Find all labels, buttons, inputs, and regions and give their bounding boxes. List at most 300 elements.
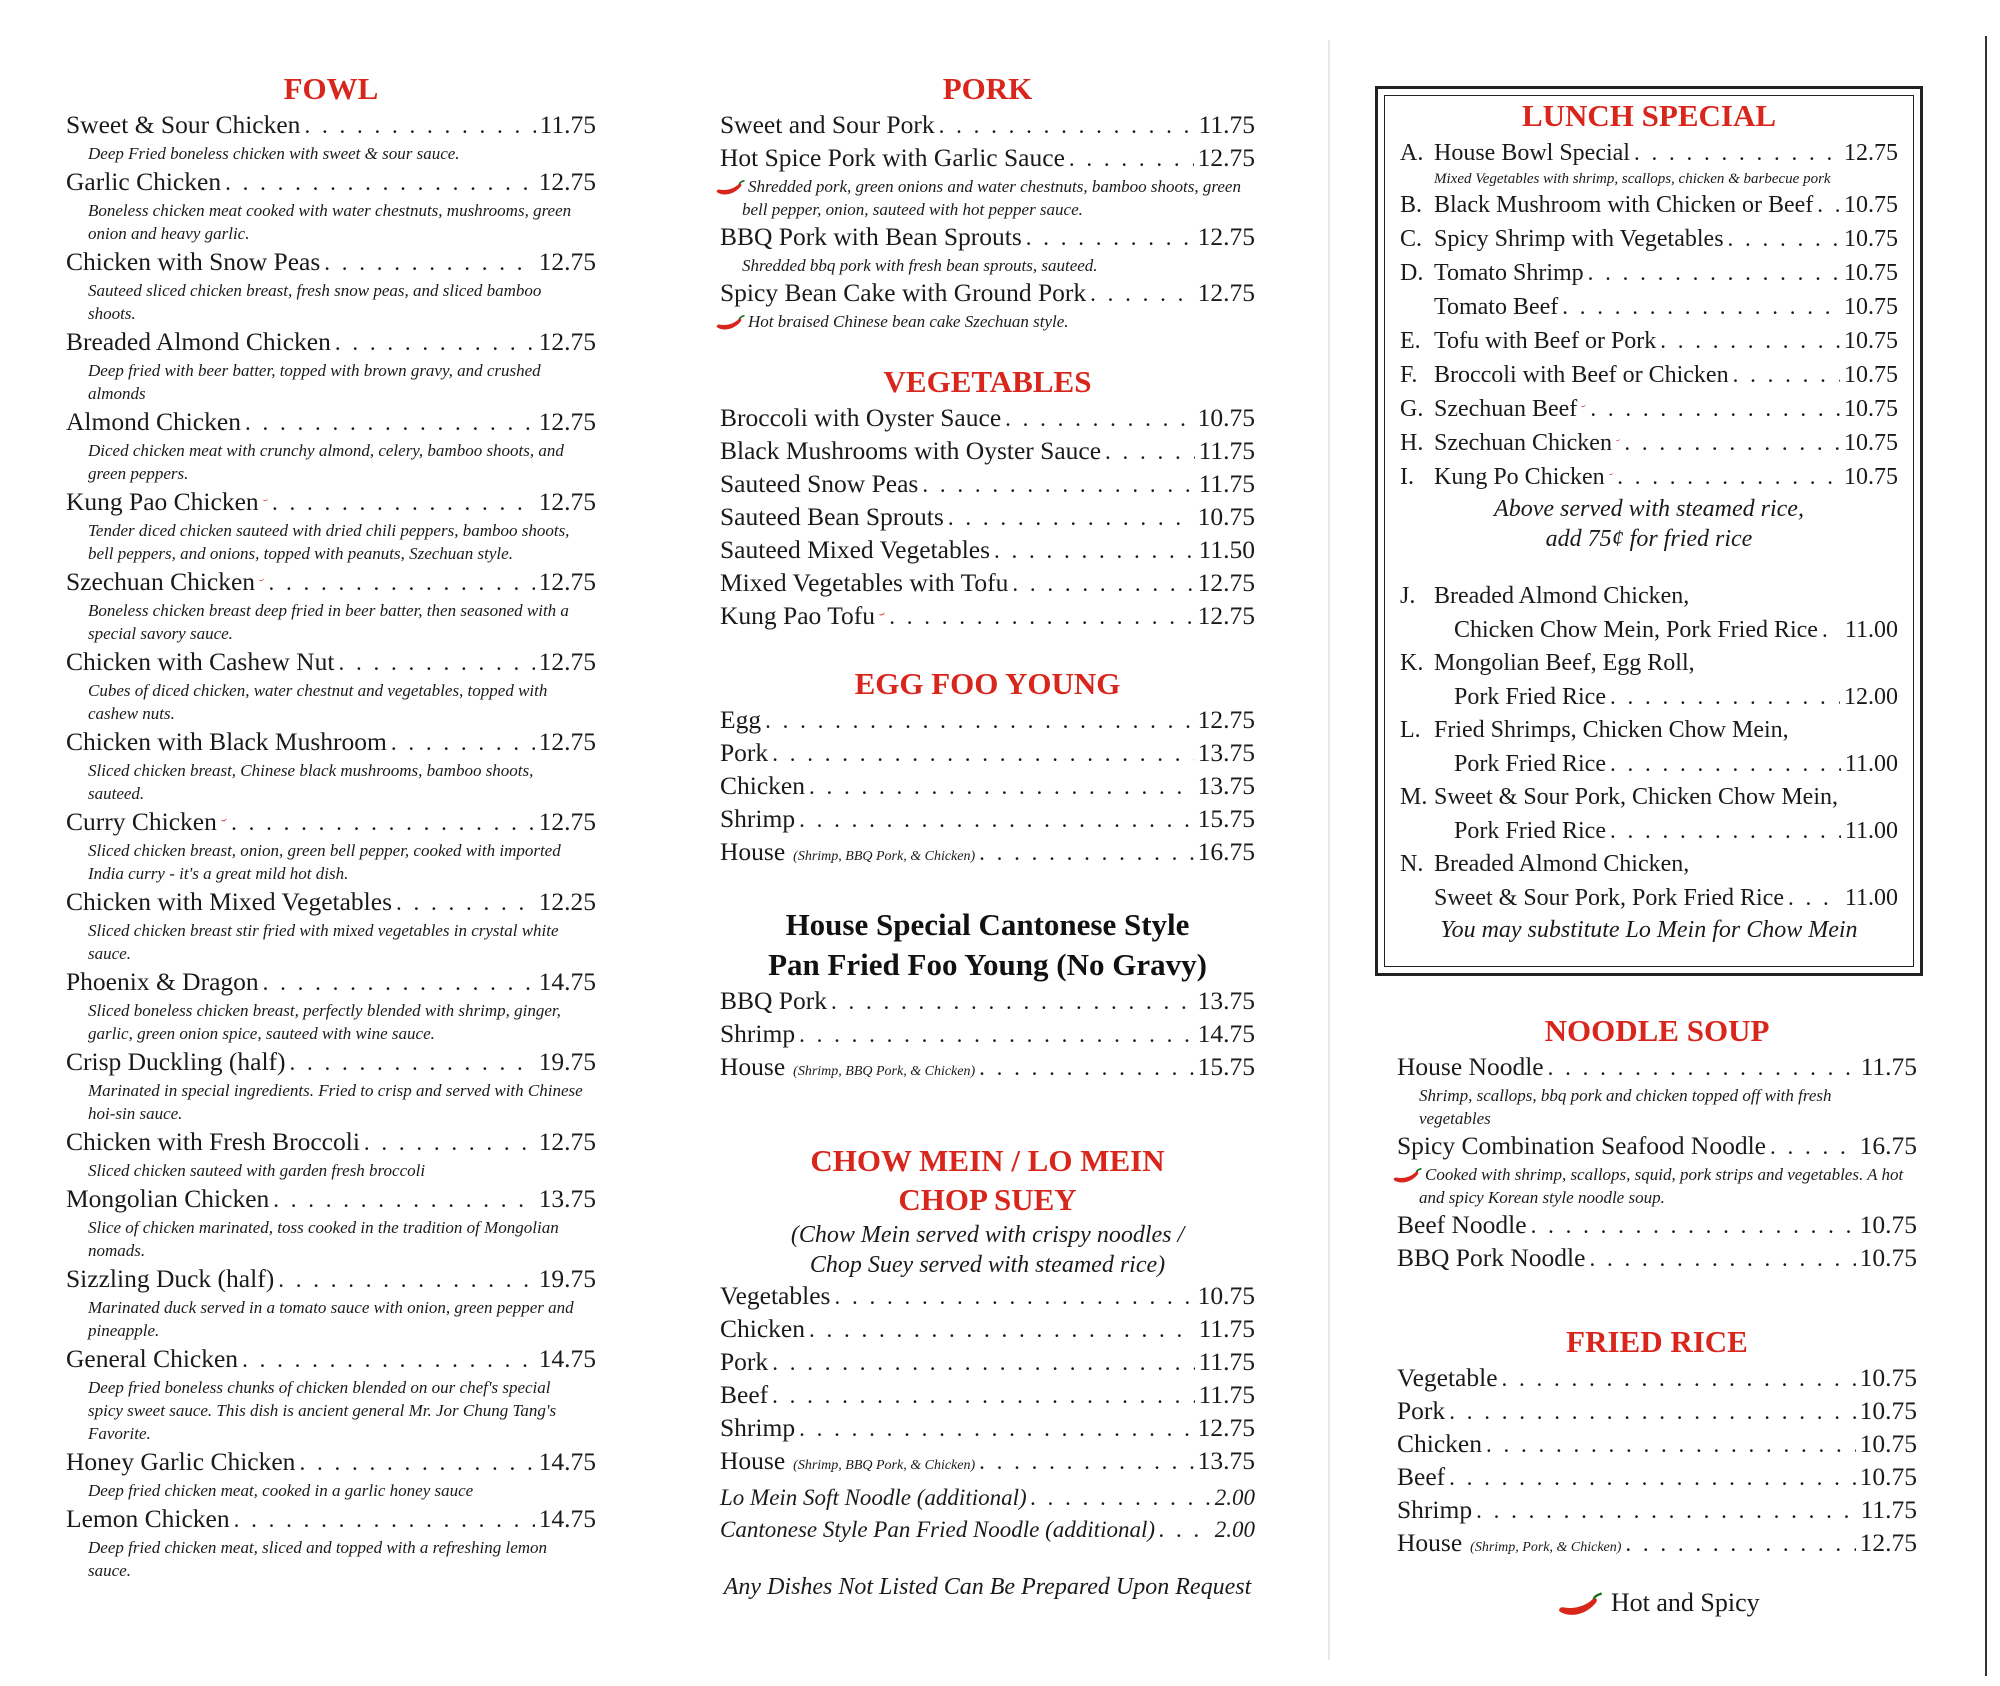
menu-item-name: BBQ Pork xyxy=(720,986,827,1015)
chili-pepper-icon xyxy=(1581,393,1586,413)
dot-leader xyxy=(765,705,1194,737)
lunch-combo xyxy=(1400,647,1898,714)
dot-leader xyxy=(1588,256,1840,289)
menu-item-name: Hot Spice Pork with Garlic Sauce xyxy=(720,143,1065,172)
menu-item-price: 12.75 xyxy=(538,647,596,676)
dot-leader xyxy=(834,1281,1193,1313)
dot-leader xyxy=(1486,1429,1856,1461)
menu-item-name: Sauteed Snow Peas xyxy=(720,469,919,498)
menu-item xyxy=(66,486,596,565)
lunch-item-price: 10.75 xyxy=(1844,294,1898,320)
menu-item-row xyxy=(1397,1527,1917,1564)
menu-item-description-text: Deep fried chicken meat, sliced and topped with a refreshing lemon sauce. xyxy=(88,1538,548,1580)
dot-leader xyxy=(1069,143,1194,175)
lunch-item-price: 10.75 xyxy=(1844,464,1898,490)
cantonese-list xyxy=(720,985,1255,1088)
dot-leader xyxy=(324,247,534,279)
menu-item-row xyxy=(720,1482,1255,1514)
menu-item-name: Garlic Chicken xyxy=(66,167,222,196)
lunch-item xyxy=(1400,426,1898,460)
lunch-combo xyxy=(1400,580,1898,647)
dot-leader xyxy=(1733,358,1840,391)
menu-item-description-text: Shredded pork, green onions and water chestnuts, bamboo shoots, green bell pepper, onion, sauteed with hot pepper sauce. xyxy=(742,177,1241,219)
menu-item xyxy=(720,1018,1255,1051)
menu-item-price: 10.75 xyxy=(1859,1396,1917,1425)
menu-item-description xyxy=(66,759,596,805)
menu-item-price: 12.75 xyxy=(538,327,596,356)
lunch-note-line1: Above served with steamed rice, xyxy=(1494,496,1804,522)
menu-item-name: House Noodle xyxy=(1397,1052,1544,1081)
lunch-combo-line1 xyxy=(1400,781,1898,814)
menu-item-price: 19.75 xyxy=(538,1047,596,1076)
lunch-combo-line1 xyxy=(1400,714,1898,747)
lunch-combo-letter: J. xyxy=(1400,583,1416,609)
menu-item xyxy=(720,109,1255,142)
dot-leader xyxy=(979,1446,1193,1478)
menu-item xyxy=(720,1346,1255,1379)
menu-item-price: 12.75 xyxy=(538,807,596,836)
chili-pepper-icon xyxy=(221,806,227,826)
dot-leader xyxy=(1728,222,1840,255)
dot-leader xyxy=(273,1184,534,1216)
chili-pepper-icon xyxy=(716,179,746,197)
menu-item-description-text: Deep Fried boneless chicken with sweet & sour sauce. xyxy=(88,144,460,163)
menu-item-price: 12.75 xyxy=(538,407,596,436)
chili-pepper-icon xyxy=(259,566,264,586)
dot-leader xyxy=(922,469,1194,501)
menu-item xyxy=(66,326,596,405)
menu-item-row xyxy=(66,806,596,839)
menu-item-description-text: Sauteed sliced chicken breast, fresh snow peas, and sliced bamboo shoots. xyxy=(88,281,542,323)
lunch-combo-price: 12.00 xyxy=(1844,684,1898,710)
lunch-item-name: Tomato Beef xyxy=(1434,294,1559,320)
menu-item-name: Black Mushrooms with Oyster Sauce xyxy=(720,436,1102,465)
menu-item-row xyxy=(720,704,1255,737)
menu-item-name: Cantonese Style Pan Fried Noodle (additional) xyxy=(720,1517,1156,1542)
chow-mein-list xyxy=(720,1280,1255,1482)
lunch-item-price: 12.75 xyxy=(1844,140,1898,166)
menu-item-note: (Shrimp, BBQ Pork, & Chicken) xyxy=(793,1064,976,1079)
menu-item-description-text: Marinated in special ingredients. Fried to crisp and served with Chinese hoi-sin sauce. xyxy=(88,1081,583,1123)
menu-item xyxy=(720,704,1255,737)
menu-item xyxy=(66,646,596,725)
menu-item-price: 12.75 xyxy=(538,247,596,276)
menu-item-name: Pork xyxy=(720,1347,769,1376)
menu-item xyxy=(720,468,1255,501)
dot-leader xyxy=(1634,136,1840,169)
dot-leader xyxy=(1610,747,1841,780)
lunch-item-row xyxy=(1400,358,1898,392)
menu-item xyxy=(720,435,1255,468)
lunch-item-price: 10.75 xyxy=(1844,226,1898,252)
menu-item-description xyxy=(66,359,596,405)
menu-item-description xyxy=(1397,1084,1917,1130)
menu-item-name: Shrimp xyxy=(1397,1495,1473,1524)
menu-item-price: 12.75 xyxy=(538,727,596,756)
menu-item-description xyxy=(66,1079,596,1125)
menu-item-price: 12.75 xyxy=(1197,601,1255,630)
menu-item-name: General Chicken xyxy=(66,1344,239,1373)
menu-item-price: 11.75 xyxy=(539,110,596,139)
menu-item-description xyxy=(720,175,1255,221)
menu-item xyxy=(66,109,596,165)
lunch-special-list xyxy=(1400,136,1898,494)
dot-leader xyxy=(809,1314,1195,1346)
dot-leader xyxy=(304,110,535,142)
lunch-combo-list xyxy=(1400,580,1898,915)
lunch-combo-line2 xyxy=(1400,814,1898,848)
menu-item-name: Shrimp xyxy=(720,1019,796,1048)
fowl-column xyxy=(66,70,596,1582)
menu-item-name: Sweet and Sour Pork xyxy=(720,110,935,139)
menu-item-row xyxy=(66,726,596,759)
dot-leader xyxy=(809,771,1194,803)
lunch-item-row xyxy=(1400,460,1898,494)
lunch-item-row xyxy=(1400,426,1898,460)
menu-item-row xyxy=(1397,1130,1917,1163)
menu-item-row xyxy=(66,326,596,359)
cantonese-title-line1: House Special Cantonese Style xyxy=(785,907,1190,942)
menu-item-description xyxy=(66,919,596,965)
menu-item xyxy=(720,402,1255,435)
menu-item-row xyxy=(1397,1494,1917,1527)
menu-item-row xyxy=(720,109,1255,142)
menu-item-name: Curry Chicken xyxy=(66,807,217,836)
menu-item-price: 2.00 xyxy=(1214,1517,1255,1542)
lunch-combo-price: 11.00 xyxy=(1844,885,1898,911)
menu-item-row xyxy=(720,1412,1255,1445)
lunch-combo-line2-text: Pork Fried Rice xyxy=(1454,684,1606,710)
menu-item-description xyxy=(66,1376,596,1445)
menu-item-description xyxy=(66,999,596,1045)
menu-item-name: Honey Garlic Chicken xyxy=(66,1447,296,1476)
menu-item-name: BBQ Pork Noodle xyxy=(1397,1243,1586,1272)
lunch-combo-letter: L. xyxy=(1400,717,1421,743)
dot-leader xyxy=(1610,680,1840,713)
lunch-item xyxy=(1400,290,1898,324)
dot-leader xyxy=(772,1380,1194,1412)
menu-item-price: 10.75 xyxy=(1197,1281,1255,1310)
dot-leader xyxy=(1625,1528,1855,1560)
menu-item-price: 10.75 xyxy=(1859,1429,1917,1458)
lunch-item-row xyxy=(1400,188,1898,222)
dot-leader xyxy=(772,1347,1194,1379)
menu-item-row xyxy=(66,966,596,999)
menu-item-row xyxy=(66,109,596,142)
dot-leader xyxy=(272,487,535,519)
lunch-combo-price: 11.00 xyxy=(1844,617,1898,643)
menu-item xyxy=(720,1051,1255,1088)
menu-item-description xyxy=(66,142,596,165)
dot-leader xyxy=(1005,403,1193,435)
dot-leader xyxy=(979,837,1193,869)
menu-item-description-text: Shrimp, scallops, bbq pork and chicken topped off with fresh vegetables xyxy=(1419,1086,1832,1128)
noodle-soup-list xyxy=(1397,1051,1917,1275)
menu-item-price: 16.75 xyxy=(1197,837,1255,866)
menu-item xyxy=(1397,1242,1917,1275)
menu-item xyxy=(66,1046,596,1125)
menu-item-row xyxy=(66,566,596,599)
menu-item-row xyxy=(720,1280,1255,1313)
lunch-item-price: 10.75 xyxy=(1844,192,1898,218)
menu-item-price: 12.75 xyxy=(538,1127,596,1156)
dot-leader xyxy=(1449,1396,1855,1428)
request-footer: Any Dishes Not Listed Can Be Prepared Upon Request xyxy=(723,1574,1252,1600)
lunch-item-letter: H. xyxy=(1400,430,1424,456)
section-title-egg-foo-young: EGG FOO YOUNG xyxy=(854,666,1121,701)
menu-item-description xyxy=(66,439,596,485)
lunch-item xyxy=(1400,188,1898,222)
menu-item-name: House xyxy=(720,837,786,866)
menu-item-name: Mixed Vegetables with Tofu xyxy=(720,568,1009,597)
menu-item-name: Spicy Bean Cake with Ground Pork xyxy=(720,278,1087,307)
lunch-combo-line2 xyxy=(1400,613,1898,647)
lunch-item xyxy=(1400,222,1898,256)
menu-item-name: Crisp Duckling (half) xyxy=(66,1047,286,1076)
menu-item xyxy=(720,1379,1255,1412)
menu-item-row xyxy=(66,486,596,519)
dot-leader xyxy=(299,1447,534,1479)
menu-item-price: 15.75 xyxy=(1197,1052,1255,1081)
menu-item-row xyxy=(66,1126,596,1159)
lunch-combo-line2 xyxy=(1400,881,1898,915)
menu-item-name: Sauteed Mixed Vegetables xyxy=(720,535,991,564)
menu-item-row xyxy=(720,737,1255,770)
dot-leader xyxy=(1822,613,1841,646)
menu-item-name: Chicken with Fresh Broccoli xyxy=(66,1127,360,1156)
lunch-item xyxy=(1400,136,1898,188)
menu-item-name: Broccoli with Oyster Sauce xyxy=(720,403,1002,432)
menu-item-description xyxy=(66,1536,596,1582)
menu-item-row xyxy=(720,142,1255,175)
menu-item-price: 11.75 xyxy=(1860,1495,1917,1524)
menu-item xyxy=(66,246,596,325)
lunch-item-name: Spicy Shrimp with Vegetables xyxy=(1434,226,1724,252)
section-title-pork: PORK xyxy=(942,71,1033,106)
menu-item-price: 14.75 xyxy=(1197,1019,1255,1048)
menu-item-price: 12.75 xyxy=(1197,143,1255,172)
lunch-item-price: 10.75 xyxy=(1844,362,1898,388)
menu-item-name: Chicken xyxy=(720,771,805,800)
menu-item-price: 13.75 xyxy=(538,1184,596,1213)
dot-leader xyxy=(1548,1052,1857,1084)
menu-item-row xyxy=(720,1514,1255,1546)
menu-item-description xyxy=(66,1296,596,1342)
lunch-combo-line2 xyxy=(1400,747,1898,781)
lunch-item-row xyxy=(1400,222,1898,256)
menu-item-name: Lo Mein Soft Noodle (additional) xyxy=(720,1485,1027,1510)
lunch-item-row xyxy=(1400,256,1898,290)
lunch-item-row xyxy=(1400,392,1898,426)
menu-item-name: Chicken with Mixed Vegetables xyxy=(66,887,393,916)
spicy-legend-label: Hot and Spicy xyxy=(1610,1588,1760,1617)
dot-leader xyxy=(1610,814,1841,847)
lunch-item-name: Tofu with Beef or Pork xyxy=(1434,328,1657,354)
section-title-fowl: FOWL xyxy=(283,71,379,106)
menu-item xyxy=(1397,1362,1917,1395)
menu-item-description-text: Boneless chicken meat cooked with water chestnuts, mushrooms, green onion and heavy garlic. xyxy=(88,201,572,243)
dot-leader xyxy=(1105,436,1195,468)
menu-item-price: 12.25 xyxy=(538,887,596,916)
lunch-combo-price: 11.00 xyxy=(1844,818,1898,844)
lunch-item-letter: A. xyxy=(1400,140,1424,166)
dot-leader xyxy=(1660,324,1840,357)
menu-item-name: House xyxy=(1397,1528,1463,1557)
menu-item-name: Shrimp xyxy=(720,1413,796,1442)
menu-item xyxy=(720,221,1255,277)
cantonese-title-line2: Pan Fried Foo Young (No Gravy) xyxy=(768,947,1207,982)
dot-leader xyxy=(269,567,535,599)
dot-leader xyxy=(1617,460,1840,493)
dot-leader xyxy=(1562,290,1840,323)
menu-item-row xyxy=(720,1051,1255,1088)
menu-item xyxy=(66,1263,596,1342)
lunch-combo-line1-text: Sweet & Sour Pork, Chicken Chow Mein, xyxy=(1434,784,1838,810)
menu-item-row xyxy=(66,166,596,199)
lunch-combo xyxy=(1400,781,1898,848)
menu-item-row xyxy=(720,836,1255,873)
menu-item-description-text: Deep fried chicken meat, cooked in a garlic honey sauce xyxy=(88,1481,474,1500)
menu-item xyxy=(720,1445,1255,1482)
menu-item xyxy=(720,1280,1255,1313)
lunch-item xyxy=(1400,358,1898,392)
lunch-combo-line2-text: Chicken Chow Mein, Pork Fried Rice xyxy=(1454,617,1818,643)
lunch-combo-line1 xyxy=(1400,647,1898,680)
menu-item xyxy=(1397,1395,1917,1428)
menu-item-name: House xyxy=(720,1052,786,1081)
menu-item-row xyxy=(66,1343,596,1376)
menu-item-description xyxy=(66,199,596,245)
menu-item-description-text: Slice of chicken marinated, toss cooked in the tradition of Mongolian nomads. xyxy=(88,1218,559,1260)
vegetables-list xyxy=(720,402,1255,633)
menu-item-row xyxy=(66,646,596,679)
lunch-item-letter: F. xyxy=(1400,362,1418,388)
dot-leader xyxy=(1817,188,1840,221)
menu-item-note: (Shrimp, BBQ Pork, & Chicken) xyxy=(793,1458,976,1473)
menu-item-row xyxy=(1397,1428,1917,1461)
lunch-combo-price: 11.00 xyxy=(1844,751,1898,777)
menu-item-price: 11.75 xyxy=(1198,1314,1255,1343)
menu-item-row xyxy=(1397,1395,1917,1428)
menu-item-description xyxy=(720,310,1255,333)
chow-mein-note-line1: (Chow Mein served with crispy noodles / xyxy=(790,1222,1185,1248)
menu-item-name: House xyxy=(720,1446,786,1475)
lunch-combo-line1-text: Breaded Almond Chicken, xyxy=(1434,583,1690,609)
menu-item-price: 11.75 xyxy=(1198,110,1255,139)
menu-item-row xyxy=(720,1313,1255,1346)
dot-leader xyxy=(234,1504,535,1536)
dot-leader xyxy=(1449,1462,1855,1494)
menu-item-row xyxy=(66,1263,596,1296)
dot-leader xyxy=(1159,1514,1211,1546)
dot-leader xyxy=(231,807,535,839)
right-lower-column xyxy=(1397,1012,1917,1620)
menu-item xyxy=(66,166,596,245)
menu-item-name: Beef Noodle xyxy=(1397,1210,1527,1239)
panel-fold-line xyxy=(1328,40,1330,1660)
lunch-item-letter: E. xyxy=(1400,328,1421,354)
fowl-list xyxy=(66,109,596,1582)
menu-item-row xyxy=(1397,1242,1917,1275)
menu-item-price: 13.75 xyxy=(1197,986,1255,1015)
menu-item-description-text: Sliced chicken breast, onion, green bell pepper, cooked with imported India curry - it's a great mild hot dish. xyxy=(88,841,561,883)
menu-item xyxy=(1397,1130,1917,1209)
lunch-item-price: 10.75 xyxy=(1844,328,1898,354)
egg-foo-young-list xyxy=(720,704,1255,873)
menu-item xyxy=(720,1412,1255,1445)
dot-leader xyxy=(948,502,1194,534)
menu-item xyxy=(720,836,1255,873)
lunch-item-name: Black Mushroom with Chicken or Beef xyxy=(1434,192,1814,218)
lunch-combo-line1 xyxy=(1400,580,1898,613)
menu-item-row xyxy=(66,1046,596,1079)
section-title-chop-suey: CHOP SUEY xyxy=(898,1182,1077,1217)
lunch-item-name: Szechuan Chicken xyxy=(1434,430,1612,456)
menu-item-description-text: Cubes of diced chicken, water chestnut and vegetables, topped with cashew nuts. xyxy=(88,681,548,723)
menu-item-price: 14.75 xyxy=(538,1504,596,1533)
menu-item-name: Sauteed Bean Sprouts xyxy=(720,502,944,531)
lunch-item-row xyxy=(1400,136,1898,170)
menu-item-description-text: Deep fried boneless chunks of chicken blended on our chef's special spicy sweet sauce. This dish is ancient general Mr. Jor Chung Tang's Favorite. xyxy=(88,1378,557,1443)
menu-item-price: 12.75 xyxy=(1197,705,1255,734)
dot-leader xyxy=(799,1019,1194,1051)
menu-item-description xyxy=(66,599,596,645)
lunch-item-letter: G. xyxy=(1400,396,1424,422)
dot-leader xyxy=(1502,1363,1856,1395)
dot-leader xyxy=(939,110,1195,142)
menu-item-price: 11.75 xyxy=(1860,1052,1917,1081)
lunch-footer: You may substitute Lo Mein for Chow Mein xyxy=(1440,917,1858,943)
menu-item xyxy=(720,567,1255,600)
menu-item-price: 15.75 xyxy=(1197,804,1255,833)
menu-item-name: Chicken xyxy=(1397,1429,1482,1458)
menu-item-name: Lemon Chicken xyxy=(66,1504,230,1533)
menu-item-price: 12.75 xyxy=(538,567,596,596)
menu-item-price: 10.75 xyxy=(1859,1243,1917,1272)
dot-leader xyxy=(391,727,535,759)
dot-leader xyxy=(242,1344,535,1376)
chili-pepper-icon xyxy=(263,486,268,506)
lunch-combo-line2-text: Pork Fried Rice xyxy=(1454,751,1606,777)
menu-item xyxy=(66,566,596,645)
menu-item-row xyxy=(1397,1461,1917,1494)
lunch-combo xyxy=(1400,714,1898,781)
menu-item-price: 14.75 xyxy=(538,1344,596,1373)
dot-leader xyxy=(799,1413,1194,1445)
menu-item-price: 11.75 xyxy=(1198,1380,1255,1409)
section-title-noodle-soup: NOODLE SOUP xyxy=(1544,1013,1770,1048)
chili-pepper-icon xyxy=(716,314,746,332)
menu-item-row xyxy=(720,985,1255,1018)
menu-item-description xyxy=(720,254,1255,277)
menu-item-name: Chicken with Black Mushroom xyxy=(66,727,387,756)
menu-item-row xyxy=(720,277,1255,310)
menu-item-row xyxy=(720,1379,1255,1412)
menu-item-description-text: Diced chicken meat with crunchy almond, celery, bamboo shoots, and green peppers. xyxy=(88,441,564,483)
lunch-item-price: 10.75 xyxy=(1844,396,1898,422)
menu-item-name: Mongolian Chicken xyxy=(66,1184,270,1213)
menu-item xyxy=(720,1514,1255,1546)
lunch-item xyxy=(1400,256,1898,290)
chow-mein-note-line2: Chop Suey served with steamed rice) xyxy=(809,1252,1166,1278)
menu-item-description xyxy=(66,279,596,325)
lunch-item-letter: I. xyxy=(1400,464,1414,490)
chili-pepper-icon xyxy=(1609,461,1614,481)
lunch-item-name: Kung Po Chicken xyxy=(1434,464,1605,490)
section-title-lunch-special: LUNCH SPECIAL xyxy=(1521,98,1777,133)
menu-item-price: 14.75 xyxy=(538,967,596,996)
menu-item-name: Shrimp xyxy=(720,804,796,833)
